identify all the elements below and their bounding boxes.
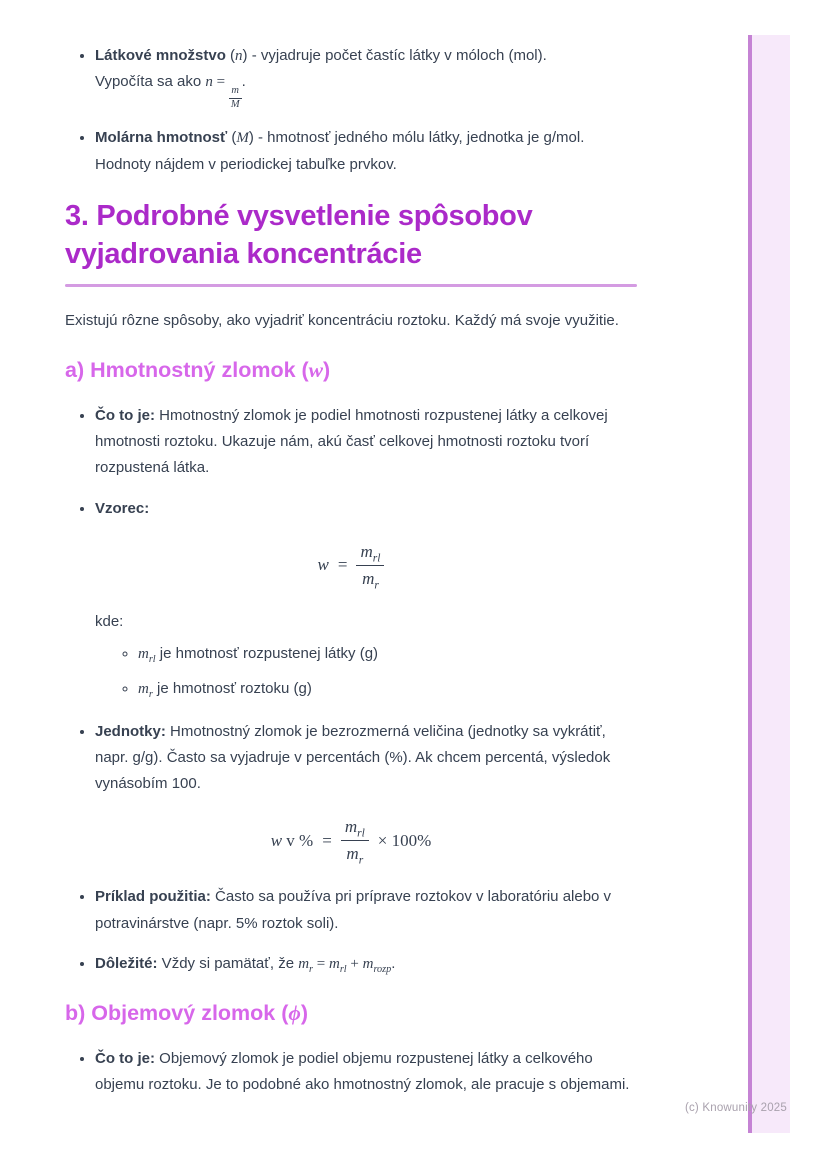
mass-fraction-formula xyxy=(65,541,637,592)
list-item-example: • Príklad použitia: Často sa používa pri príprave roztokov v laboratóriu alebo v potravinárstve (napr. 5% roztok soli). xyxy=(95,884,637,937)
fraction-denominator: $m_r$ xyxy=(346,844,364,867)
term-label: Jednotky: xyxy=(95,722,166,740)
copyright-note: (c) Knowunity 2025 xyxy=(684,1102,787,1114)
fraction xyxy=(341,817,369,867)
heading-rule xyxy=(65,284,637,287)
mass-fraction-list xyxy=(65,403,637,522)
term-label: Čo to je: xyxy=(95,1050,155,1068)
term-label: Vzorec: xyxy=(95,499,150,517)
term-label: Dôležité: xyxy=(95,954,158,972)
subsection-heading-b: b) Objemový zlomok (ϕ) xyxy=(65,1001,309,1026)
math-var: w xyxy=(308,357,324,382)
where-list xyxy=(95,641,637,703)
where-label: kde: xyxy=(95,612,124,630)
list-item-what-is-it: • Čo to je: Objemový zlomok je podiel objemu rozpustenej látky a celkového objemu roztoku. Je to podobné ako hmotnostný zlomok, ale pracuje s objemami. xyxy=(95,1046,637,1099)
math-var: M xyxy=(236,130,249,147)
term-label: Príklad použitia: xyxy=(95,888,211,906)
fraction-numerator: $m_{rl}$ xyxy=(341,817,369,841)
where-block xyxy=(95,609,637,703)
section-heading: 3. Podrobné vysvetlenie spôsobov vyjadrovania koncentrácie xyxy=(65,199,533,270)
math-var: ϕ xyxy=(288,1001,301,1026)
list-item-important: • Dôležité: Vždy si pamätať, že $m_r = m_{rl} + m_{rozp}$. xyxy=(95,951,637,977)
fraction-denominator: $m_r$ xyxy=(362,568,379,592)
term-label: Molárna hmotnosť xyxy=(95,129,228,147)
where-item: ◦ $m_r$ je hmotnosť roztoku (g) xyxy=(138,676,637,702)
definition-line2: Vypočíta sa ako n = $\frac{m}{M}$ . xyxy=(95,73,246,110)
formula-lhs: w xyxy=(317,555,329,575)
list-item-what-is-it: • Čo to je: Hmotnostný zlomok je podiel hmotnosti rozpustenej látky a celkovej hmotnosti roztoku. Ukazuje nám, akú časť celkovej hmotnosti roztoku tvorí rozpustená látka. xyxy=(95,403,637,482)
percent-formula xyxy=(65,817,637,867)
list-item-formula xyxy=(95,496,637,522)
list-item-latkove-mnozstvo: • Látkové množstvo (n) - vyjadruje počet častíc látky v móloch (mol). Vypočíta sa ako n = $\frac{m}{M}$ . xyxy=(95,43,637,111)
math-var: n xyxy=(205,74,213,91)
page-content xyxy=(65,34,637,1113)
fraction-numerator: $m_{rl}$ xyxy=(356,542,384,566)
highlight-stripe xyxy=(748,35,790,1133)
list-item-molarna-hmotnost: • Molárna hmotnosť (M) - hmotnosť jedného mólu látky, jednotka je g/mol. Hodnoty nájdem v periodickej tabuľke prvkov. xyxy=(95,125,637,178)
formula-lhs: w v % xyxy=(270,830,314,850)
equals-sign: = xyxy=(322,830,332,850)
volume-fraction-list xyxy=(65,1046,637,1099)
where-item: ◦ $m_{rl}$ je hmotnosť rozpustenej látky (g) xyxy=(138,641,637,667)
math-var: n xyxy=(235,48,243,64)
intro-paragraph: Existujú rôzne spôsoby, ako vyjadriť koncentráciu roztoku. Každý má svoje využitie. xyxy=(65,311,619,329)
term-label: Látkové množstvo xyxy=(95,47,226,64)
definitions-list xyxy=(65,43,637,178)
inline-fraction: $\frac{m}{M}$ xyxy=(230,85,240,110)
units-list xyxy=(65,719,637,798)
usage-list xyxy=(65,884,637,977)
subsection-heading-a: a) Hmotnostný zlomok (w) xyxy=(65,357,331,382)
multiplier: × 100% xyxy=(377,830,432,850)
term-label: Čo to je: xyxy=(95,406,155,424)
list-item-units: • Jednotky: Hmotnostný zlomok je bezrozmerná veličina (jednotky sa vykrátiť, napr. g/g). Často sa vyjadruje v percentách (%). Ak chcem percentá, výsledok vynásobím 100. xyxy=(95,719,637,798)
equals-sign: = xyxy=(337,555,348,575)
fraction xyxy=(356,541,384,592)
